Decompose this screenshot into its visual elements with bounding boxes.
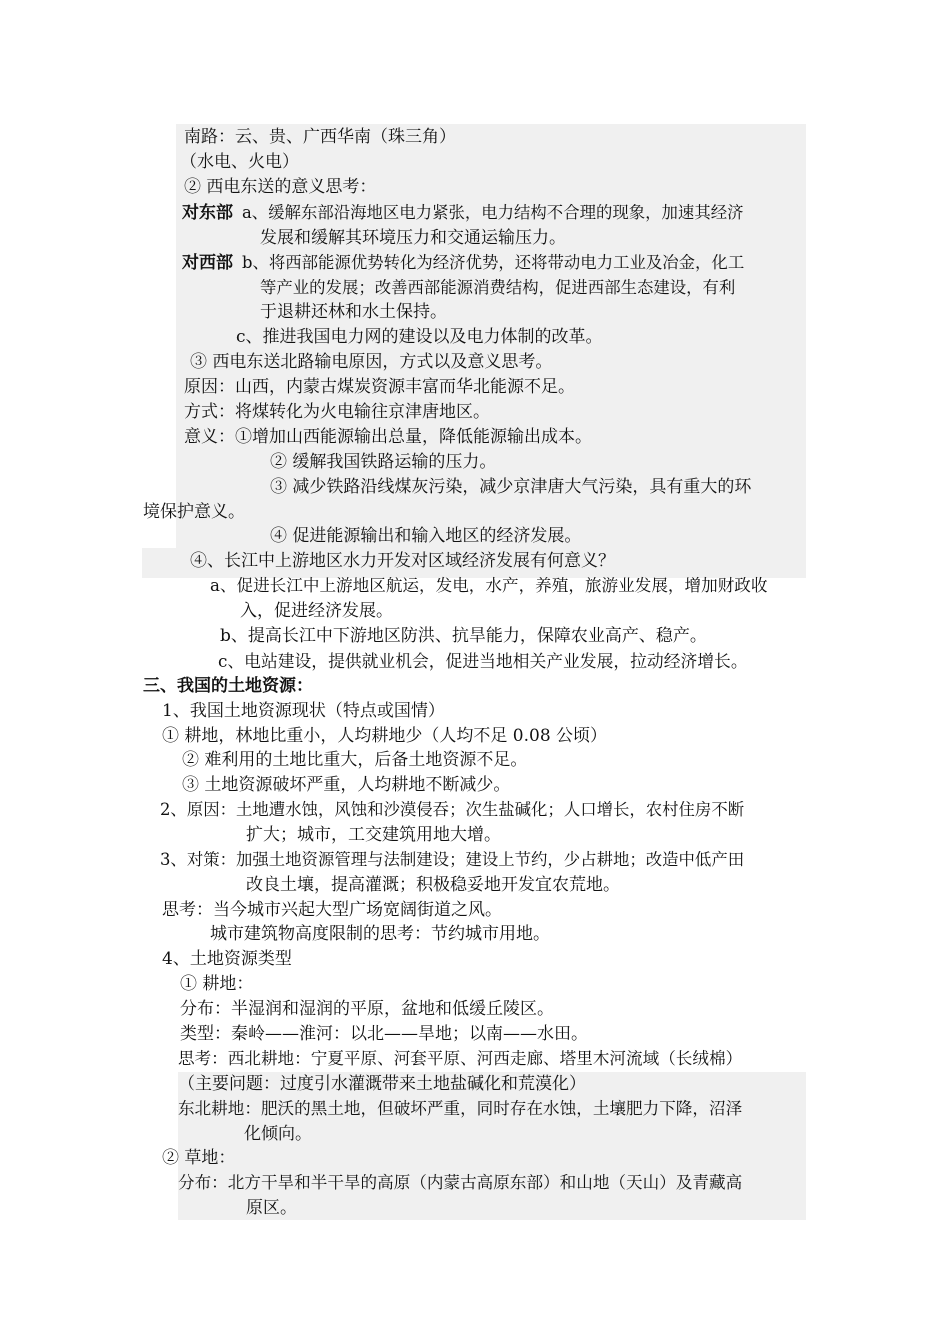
text-line: 东北耕地：肥沃的黑土地，但破坏严重，同时存在水蚀，土壤肥力下降，沼泽 <box>178 1099 743 1118</box>
text-line: 2、原因：土地遭水蚀，风蚀和沙漠侵吞；次生盐碱化；人口增长，农村住房不断 <box>160 800 745 819</box>
section-heading: 三、我国的土地资源： <box>143 676 313 696</box>
text-line: ③ 土地资源破坏严重，人均耕地不断减少。 <box>182 775 511 795</box>
text-line: ① 耕地： <box>180 974 254 994</box>
text-line: 改良土壤，提高灌溉；积极稳妥地开发宜农荒地。 <box>246 875 620 895</box>
label-east: 对东部 <box>182 203 233 223</box>
text-line: 类型：秦岭——淮河：以北——旱地；以南——水田。 <box>180 1024 588 1044</box>
text-line: 分布：半湿润和湿润的平原，盆地和低缓丘陵区。 <box>180 999 554 1019</box>
text-line: c、电站建设，提供就业机会，促进当地相关产业发展，拉动经济增长。 <box>218 651 748 671</box>
text-line: a、缓解东部沿海地区电力紧张，电力结构不合理的现象，加速其经济 <box>242 203 744 222</box>
text-line: 原因：山西，内蒙古煤炭资源丰富而华北能源不足。 <box>184 377 575 397</box>
text-line: 境保护意义。 <box>143 502 245 522</box>
text-line: 发展和缓解其环境压力和交通运输压力。 <box>260 228 566 248</box>
text-line: 思考：西北耕地：宁夏平原、河套平原、河西走廊、塔里木河流域（长绒棉） <box>178 1049 743 1068</box>
text-line: ④ 促进能源输出和输入地区的经济发展。 <box>270 526 582 546</box>
text-line: 3、对策：加强土地资源管理与法制建设；建设上节约，少占耕地；改造中低产田 <box>160 850 745 869</box>
text-line: 原区。 <box>246 1198 297 1218</box>
text-line: 于退耕还林和水土保持。 <box>260 302 447 322</box>
text-line: b、将西部能源优势转化为经济优势，还将带动电力工业及冶金，化工 <box>242 253 745 272</box>
text-line: ② 草地： <box>162 1148 236 1168</box>
text-line: 入，促进经济发展。 <box>240 601 393 621</box>
text-line: 等产业的发展；改善西部能源消费结构，促进西部生态建设，有利 <box>260 278 736 297</box>
text-line: 1、我国土地资源现状（特点或国情） <box>162 701 445 721</box>
text-line: c、推进我国电力网的建设以及电力体制的改革。 <box>236 327 603 347</box>
text-line: ② 缓解我国铁路运输的压力。 <box>270 452 497 472</box>
text-line: （主要问题：过度引水灌溉带来土地盐碱化和荒漠化） <box>178 1074 586 1094</box>
text-line: 城市建筑物高度限制的思考：节约城市用地。 <box>210 924 550 944</box>
text-line: 扩大；城市，工交建筑用地大增。 <box>246 825 501 845</box>
text-line: 思考：当今城市兴起大型广场宽阔街道之风。 <box>162 900 502 920</box>
text-line: 化倾向。 <box>244 1124 312 1144</box>
text-line: 方式：将煤转化为火电输往京津唐地区。 <box>184 402 490 422</box>
text-line: a、促进长江中上游地区航运，发电，水产，养殖，旅游业发展，增加财政收 <box>210 576 768 595</box>
text-line: ① 耕地，林地比重小，人均耕地少（人均不足 0.08 公顷） <box>162 726 608 746</box>
text-line: ② 难利用的土地比重大，后备土地资源不足。 <box>182 750 528 770</box>
text-line: 意义：①增加山西能源输出总量，降低能源输出成本。 <box>184 427 592 447</box>
label-west: 对西部 <box>182 253 233 273</box>
text-line: ④、长江中上游地区水力开发对区域经济发展有何意义？ <box>190 551 615 571</box>
text-line: ② 西电东送的意义思考： <box>184 177 377 197</box>
text-line: （水电、火电） <box>180 152 299 172</box>
text-line: 分布：北方干旱和半干旱的高原（内蒙古高原东部）和山地（天山）及青藏高 <box>178 1173 743 1192</box>
text-line: 4、土地资源类型 <box>162 949 292 969</box>
text-line: 南路：云、贵、广西华南（珠三角） <box>184 127 456 147</box>
text-line: ③ 减少铁路沿线煤灰污染，减少京津唐大气污染，具有重大的环 <box>270 477 752 497</box>
text-line: b、提高长江中下游地区防洪、抗旱能力，保障农业高产、稳产。 <box>220 626 707 646</box>
text-line: ③ 西电东送北路输电原因，方式以及意义思考。 <box>190 352 553 372</box>
